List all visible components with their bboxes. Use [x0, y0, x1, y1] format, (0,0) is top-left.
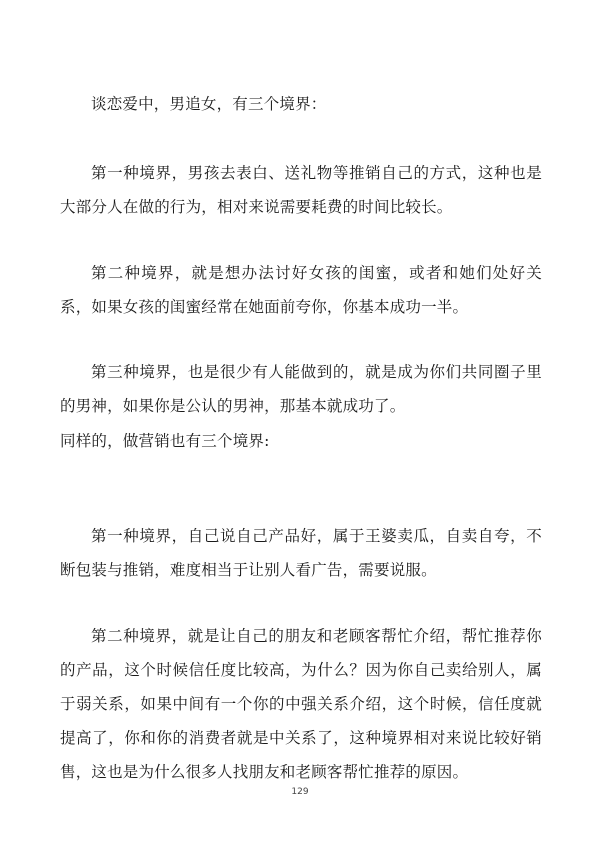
paragraph-intro-marketing: 同样的，做营销也有三个境界:	[60, 432, 270, 450]
paragraph-marketing-level-1: 第一种境界，自己说自己产品好，属于王婆卖瓜，自卖自夸，不断包装与推销，难度相当于让别人看广告，需要说服。	[60, 527, 542, 579]
paragraph-romance-level-3: 第三种境界，也是很少有人能做到的，就是成为你们共同圈子里的男神，如果你是公认的男神，那基本就成功了。	[60, 363, 542, 415]
page-number: 129	[291, 787, 309, 797]
paragraph-marketing-level-2: 第二种境界，就是让自己的朋友和老顾客帮忙介绍，帮忙推荐你的产品，这个时候信任度比较高，为什么？因为你自己卖给别人，属于弱关系，如果中间有一个你的中强关系介绍，这个时候，信任度就提高了，你和你的消费者就是中关系了，这种境界相对来说比较好销售，这也是为什么很多人找朋友和老顾客帮忙推荐的原因。	[60, 627, 542, 781]
paragraph-romance-level-2: 第二种境界，就是想办法讨好女孩的闺蜜，或者和她们处好关系，如果女孩的闺蜜经常在她面前夸你，你基本成功一半。	[60, 264, 542, 316]
paragraph-romance-level-1: 第一种境界，男孩去表白、送礼物等推销自己的方式，这种也是大部分人在做的行为，相对来说需要耗费的时间比较长。	[60, 164, 542, 216]
paragraph-intro-romance: 谈恋爱中，男追女，有三个境界：	[91, 95, 327, 113]
